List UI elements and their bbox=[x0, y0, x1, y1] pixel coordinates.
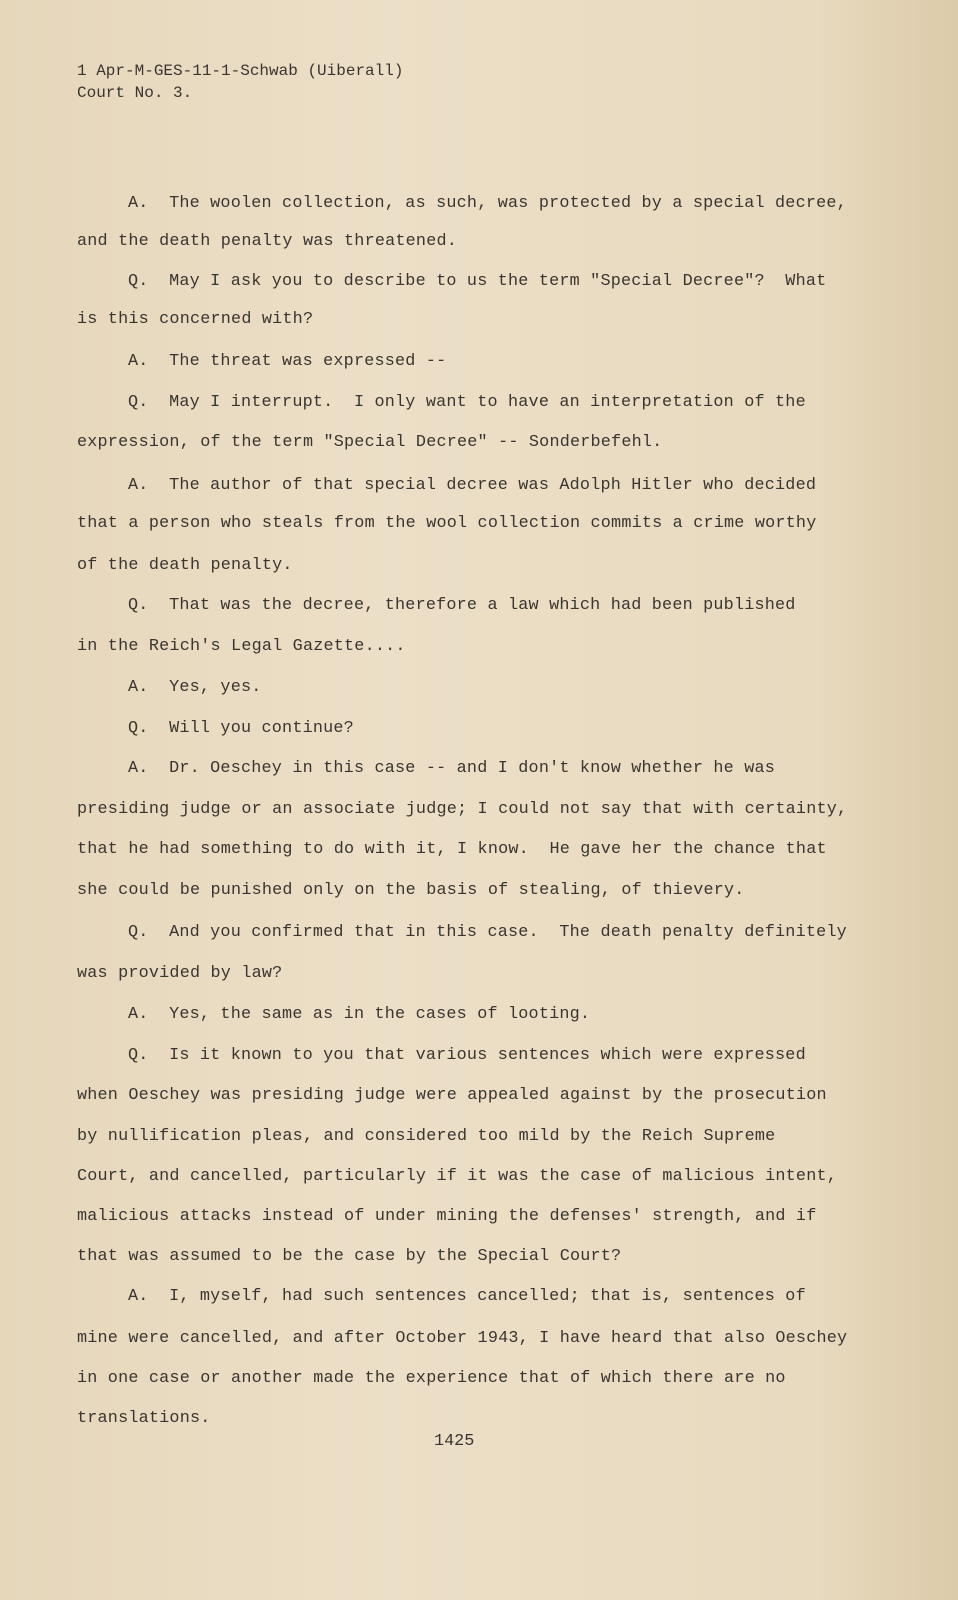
transcript-line: A. Yes, yes. bbox=[128, 678, 262, 697]
transcript-line: that he had something to do with it, I know. He gave her the chance that bbox=[77, 840, 827, 859]
transcript-line: A. Dr. Oeschey in this case -- and I don't know whether he was bbox=[128, 759, 776, 778]
transcript-line: Q. Is it known to you that various sentences which were expressed bbox=[128, 1046, 806, 1065]
transcript-line: Q. And you confirmed that in this case. The death penalty definitely bbox=[128, 923, 847, 942]
transcript-line: is this concerned with? bbox=[77, 310, 314, 329]
transcript-line: she could be punished only on the basis of stealing, of thievery. bbox=[77, 881, 745, 900]
transcript-line: expression, of the term "Special Decree" -- Sonderbefehl. bbox=[77, 433, 663, 452]
header-court: Court No. 3. bbox=[77, 84, 193, 102]
transcript-line: A. I, myself, had such sentences cancelled; that is, sentences of bbox=[128, 1287, 806, 1306]
transcript-line: presiding judge or an associate judge; I could not say that with certainty, bbox=[77, 800, 848, 819]
transcript-line: in the Reich's Legal Gazette.... bbox=[77, 637, 406, 656]
header-reference: 1 Apr-M-GES-11-1-Schwab (Uiberall) bbox=[77, 62, 404, 80]
transcript-line: A. The author of that special decree was Adolph Hitler who decided bbox=[128, 476, 817, 495]
transcript-line: was provided by law? bbox=[77, 964, 283, 983]
transcript-line: mine were cancelled, and after October 1943, I have heard that also Oeschey bbox=[77, 1329, 848, 1348]
transcript-line: when Oeschey was presiding judge were appealed against by the prosecution bbox=[77, 1086, 827, 1105]
transcript-line: that was assumed to be the case by the Special Court? bbox=[77, 1247, 622, 1266]
transcript-line: Q. May I interrupt. I only want to have an interpretation of the bbox=[128, 393, 806, 412]
transcript-line: A. The threat was expressed -- bbox=[128, 352, 447, 371]
transcript-line: translations. bbox=[77, 1409, 211, 1428]
transcript-line: by nullification pleas, and considered too mild by the Reich Supreme bbox=[77, 1127, 776, 1146]
transcript-line: A. Yes, the same as in the cases of looting. bbox=[128, 1005, 591, 1024]
transcript-line: and the death penalty was threatened. bbox=[77, 232, 458, 251]
transcript-line: that a person who steals from the wool collection commits a crime worthy bbox=[77, 514, 817, 533]
page-number: 1425 bbox=[434, 1432, 475, 1451]
transcript-line: Q. That was the decree, therefore a law which had been published bbox=[128, 596, 796, 615]
transcript-line: in one case or another made the experience that of which there are no bbox=[77, 1369, 786, 1388]
transcript-line: Court, and cancelled, particularly if it was the case of malicious intent, bbox=[77, 1167, 838, 1186]
transcript-line: Q. Will you continue? bbox=[128, 719, 354, 738]
transcript-line: A. The woolen collection, as such, was protected by a special decree, bbox=[128, 194, 847, 213]
transcript-line: malicious attacks instead of under mining the defenses' strength, and if bbox=[77, 1207, 817, 1226]
transcript-line: Q. May I ask you to describe to us the term "Special Decree"? What bbox=[128, 272, 827, 291]
transcript-line: of the death penalty. bbox=[77, 556, 293, 575]
